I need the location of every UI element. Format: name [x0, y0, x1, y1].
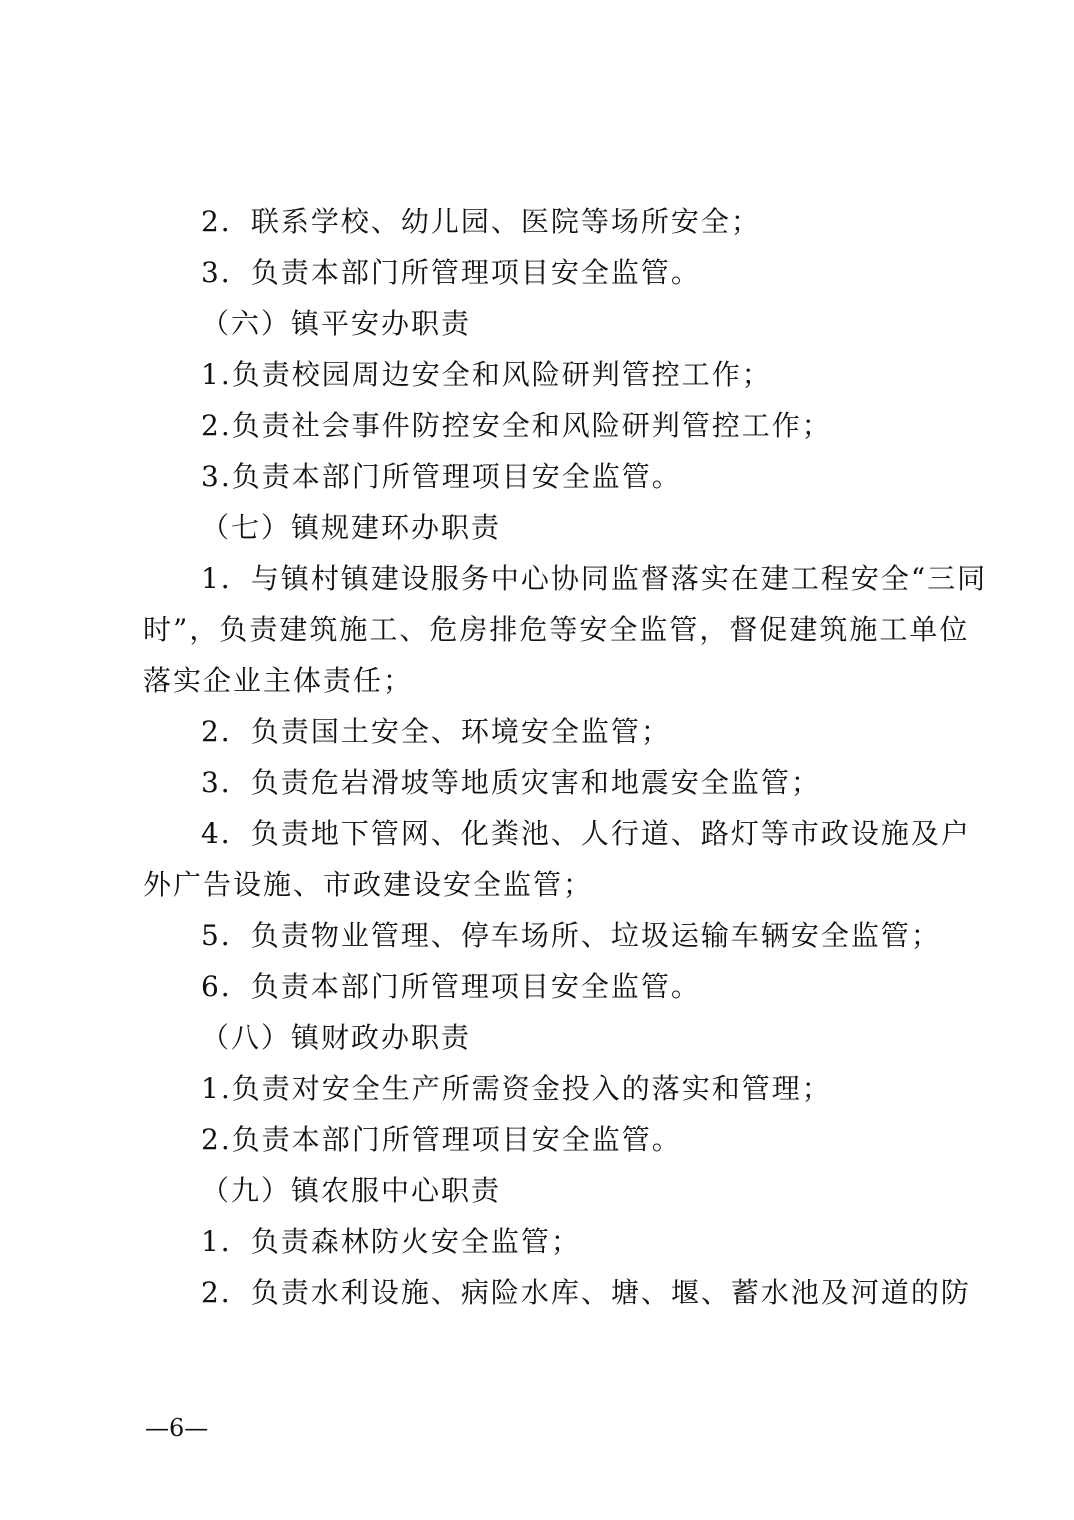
- section-heading: （九）镇农服中心职责: [201, 1174, 502, 1207]
- paragraph-line: 4．负责地下管网、化粪池、人行道、路灯等市政设施及户: [201, 817, 971, 850]
- paragraph-line: 时”，负责建筑施工、危房排危等安全监管，督促建筑施工单位: [143, 613, 970, 646]
- paragraph-line: 2.负责社会事件防控安全和风险研判管控工作；: [201, 409, 832, 442]
- paragraph-line: 2．联系学校、幼儿园、医院等场所安全；: [201, 205, 761, 238]
- paragraph-line: 2．负责水利设施、病险水库、塘、堰、蓄水池及河道的防: [201, 1276, 971, 1309]
- paragraph-line: 外广告设施、市政建设安全监管；: [143, 868, 594, 901]
- paragraph-line: 1.负责对安全生产所需资金投入的落实和管理；: [201, 1072, 832, 1105]
- section-heading: （八）镇财政办职责: [201, 1021, 472, 1054]
- paragraph-line: 6．负责本部门所管理项目安全监管。: [201, 970, 701, 1003]
- paragraph-line: 5．负责物业管理、停车场所、垃圾运输车辆安全监管；: [201, 919, 941, 952]
- document-body: [143, 196, 988, 1318]
- paragraph-line: 1.负责校园周边安全和风险研判管控工作；: [201, 358, 772, 391]
- section-heading: （六）镇平安办职责: [201, 307, 472, 340]
- paragraph-line: 3．负责危岩滑坡等地质灾害和地震安全监管；: [201, 766, 821, 799]
- section-heading: （七）镇规建环办职责: [201, 511, 502, 544]
- paragraph-line: 2．负责国土安全、环境安全监管；: [201, 715, 671, 748]
- paragraph-line: 1．负责森林防火安全监管；: [201, 1225, 581, 1258]
- page-number: —6—: [145, 1414, 209, 1442]
- paragraph-line: 2.负责本部门所管理项目安全监管。: [201, 1123, 682, 1156]
- paragraph-line: 3.负责本部门所管理项目安全监管。: [201, 460, 682, 493]
- paragraph-line: 落实企业主体责任；: [143, 664, 414, 697]
- paragraph-line: 3．负责本部门所管理项目安全监管。: [201, 256, 701, 289]
- paragraph-line: 1．与镇村镇建设服务中心协同监督落实在建工程安全“三同: [201, 562, 988, 595]
